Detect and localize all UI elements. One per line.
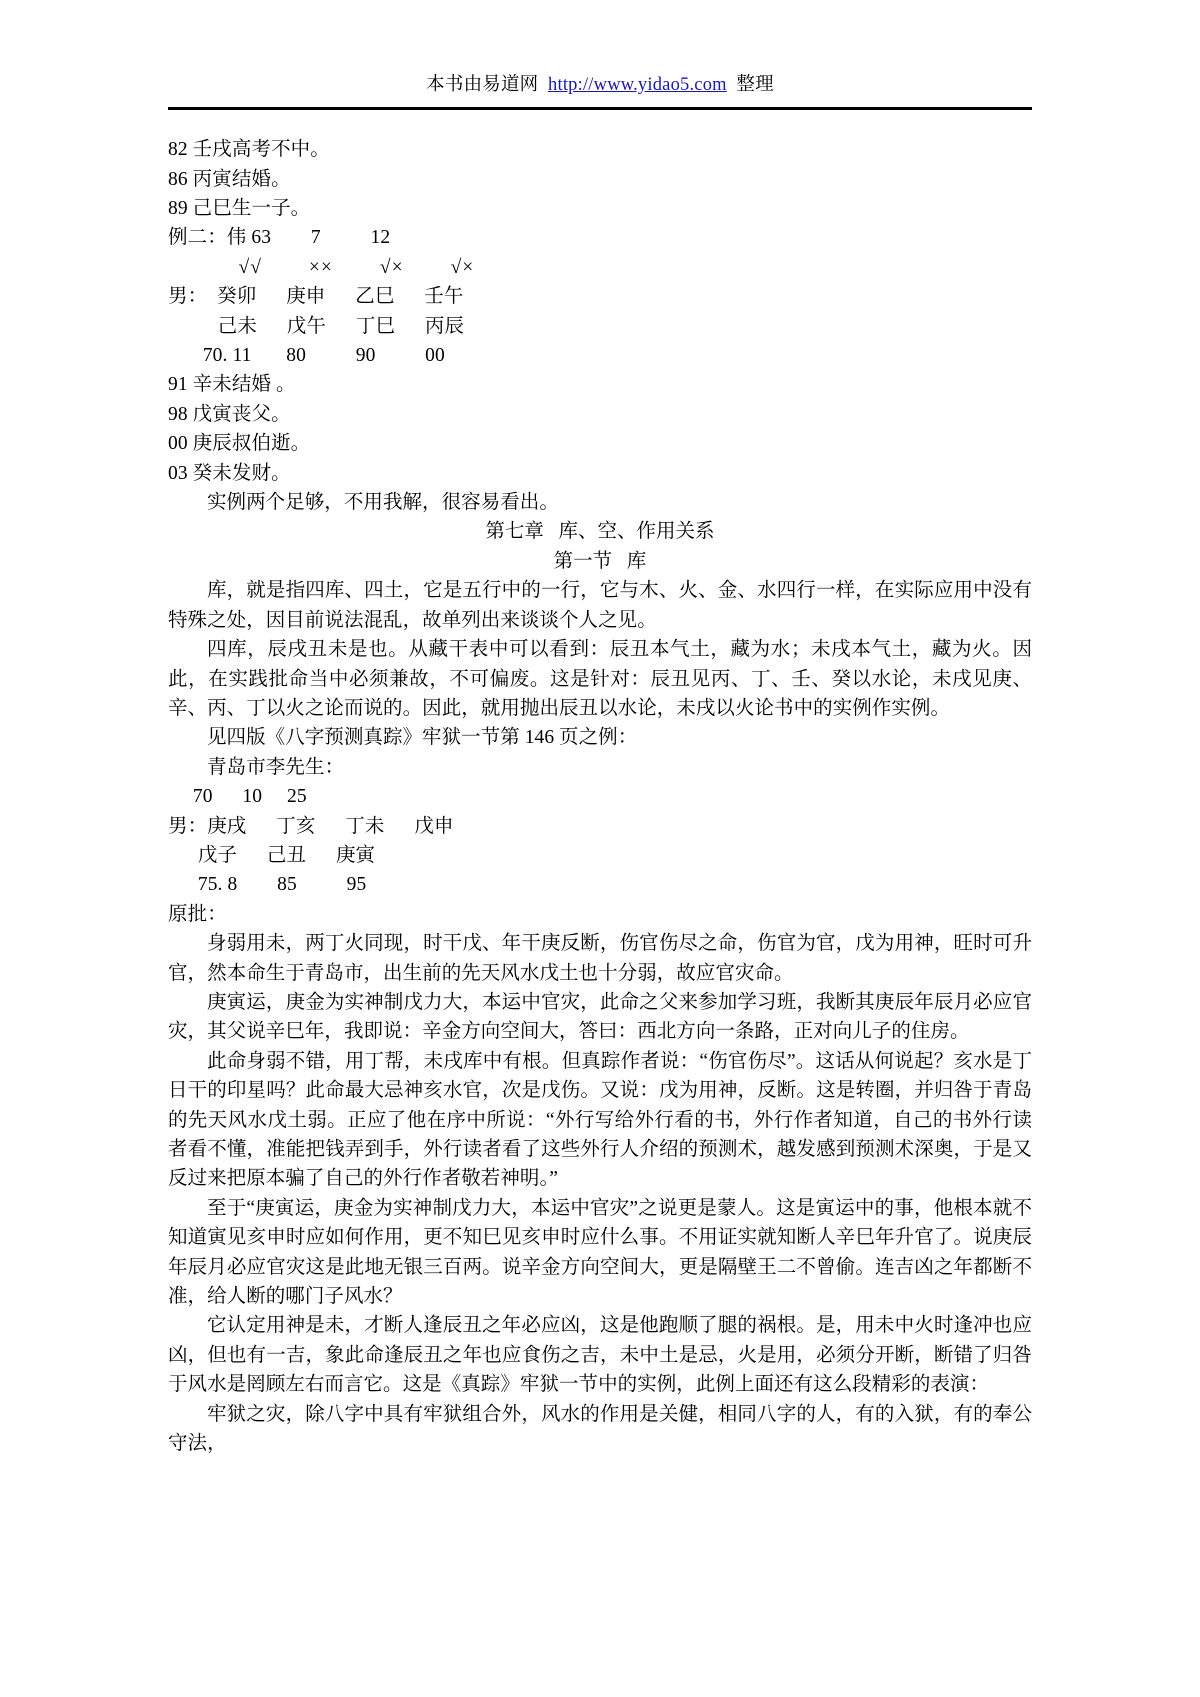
case-one-event-1: 82 壬戌高考不中。	[168, 139, 330, 161]
case-three-pillars-line: 男：庚戌 丁亥 丁未 戊申	[168, 815, 454, 837]
paragraph-gengyin-luck: 庚寅运，庚金为实神制戊力大，本运中官灾，此命之父来参加学习班，我断其庚辰年辰月必应官灾，其父说辛巳年，我即说：辛金方向空间大，答曰：西北方向一条路，正对向儿子的住房。	[168, 991, 1032, 1043]
case-one-event-3: 89 己巳生一子。	[168, 198, 311, 219]
paragraph-critique-yongshen: 它认定用神是未，才断人逢辰丑之年必应凶，这是他跑顺了腿的祸根。是，用未中火时逢冲也应凶，但也有一吉，象此命逢辰丑之年也应食伤之吉，未中土是忌，火是用，必须分开断，断错了归咎于风水是罔顾左右而言它。这是《真踪》牢狱一节中的实例，此例上面还有这么段精彩的表演：	[168, 1315, 1032, 1396]
chapter-title: 第七章 库、空、作用关系	[485, 521, 715, 543]
section-title: 第一节 库	[553, 550, 647, 572]
case-two-event-1: 91 辛未结婚 。	[168, 374, 296, 396]
paragraph-sike-explanation: 四库，辰戌丑未是也。从藏干表中可以看到：辰丑本气土，藏为水；未戌本气土，藏为火。因此，在实践批命当中必须兼故，不可偏废。这是针对：辰丑见丙、丁、壬、癸以水论，未戌见庚、辛、丙、丁以火之论而说的。因此，就用抛出辰丑以水论，未戌以火论书中的实例作实例。	[168, 639, 1032, 719]
case-one-event-2: 86 丙寅结婚。	[168, 168, 291, 190]
header-credit-line	[0, 74, 1200, 96]
note-after-cases: 实例两个足够，不用我解，很容易看出。	[207, 492, 559, 514]
paragraph-original-reading: 身弱用未，两丁火同现，时干戊、年干庚反断，伤官伤尽之命，伤官为官，戊为用神，旺时可升官，然本命生于青岛市，出生前的先天风水戊土也十分弱，故应官灾命。	[168, 933, 1032, 984]
case-three-years-line: 75. 8 85 95	[168, 874, 367, 896]
reference-line: 见四版《八字预测真踪》牢狱一节第 146 页之例：	[207, 727, 638, 749]
case-two-label-line: 例二：伟 63 7 12	[168, 227, 391, 249]
case-three-luck-line: 戊子 己丑 庚寅	[168, 844, 376, 866]
header-website-link[interactable]: http://www.yidao5.com	[548, 75, 727, 95]
case-three-numbers-line: 70 10 25	[168, 786, 307, 808]
case-two-marks-line: √√ ×× √× √×	[168, 256, 475, 278]
header-prefix-text: 本书由易道网	[426, 75, 539, 95]
case-two-luck-line: 己未 戊午 丁巳 丙辰	[168, 315, 465, 337]
header-suffix-text: 整理	[736, 75, 774, 95]
paragraph-laoyu-disaster: 牢狱之灾，除八字中具有牢狱组合外，风水的作用是关健，相同八字的人，有的入狱，有的奉公守法，	[168, 1403, 1032, 1455]
case-two-event-3: 00 庚辰叔伯逝。	[168, 433, 311, 455]
case-three-name-line: 青岛市李先生：	[207, 756, 345, 778]
case-two-years-line: 70. 11 80 90 00	[168, 345, 445, 367]
document-body	[168, 110, 1032, 1458]
paragraph-critique-gengyin: 至于“庚寅运，庚金为实神制戊力大，本运中官灾”之说更是蒙人。这是寅运中的事，他根本就不知道寅见亥申时应如何作用，更不知巳见亥申时应什么事。不用证实就知断人辛巳年升官了。说庚辰年辰月必应官灾这是此地无银三百两。说辛金方向空间大，更是隔壁王二不曾偷。连吉凶之年都断不准，给人断的哪门子风水？	[168, 1197, 1032, 1308]
case-two-event-2: 98 戊寅丧父。	[168, 403, 291, 425]
case-two-pillars-line: 男： 癸卯 庚申 乙巳 壬午	[168, 286, 464, 308]
paragraph-ku-definition: 库，就是指四库、四土，它是五行中的一行，它与木、火、金、水四行一样，在实际应用中没有特殊之处，因目前说法混乱，故单列出来谈谈个人之见。	[168, 580, 1032, 631]
page-header	[0, 0, 1200, 110]
paragraph-critique-shangguan: 此命身弱不错，用丁帮，未戌库中有根。但真踪作者说：“伤官伤尽”。这话从何说起？亥水是丁日干的印星吗？此命最大忌神亥水官，次是戊伤。又说：戊为用神，反断。这是转圈，并归咎于青岛的先天风水戊土弱。正应了他在序中所说：“外行写给外行看的书，外行作者知道，自己的书外行读者看不懂，准能把钱弄到手，外行读者看了这些外行人介绍的预测术，越发感到预测术深奥，于是又反过来把原本骗了自己的外行作者敬若神明。”	[168, 1050, 1032, 1190]
case-two-event-4: 03 癸未发财。	[168, 462, 291, 484]
original-reading-label: 原批：	[168, 903, 227, 925]
